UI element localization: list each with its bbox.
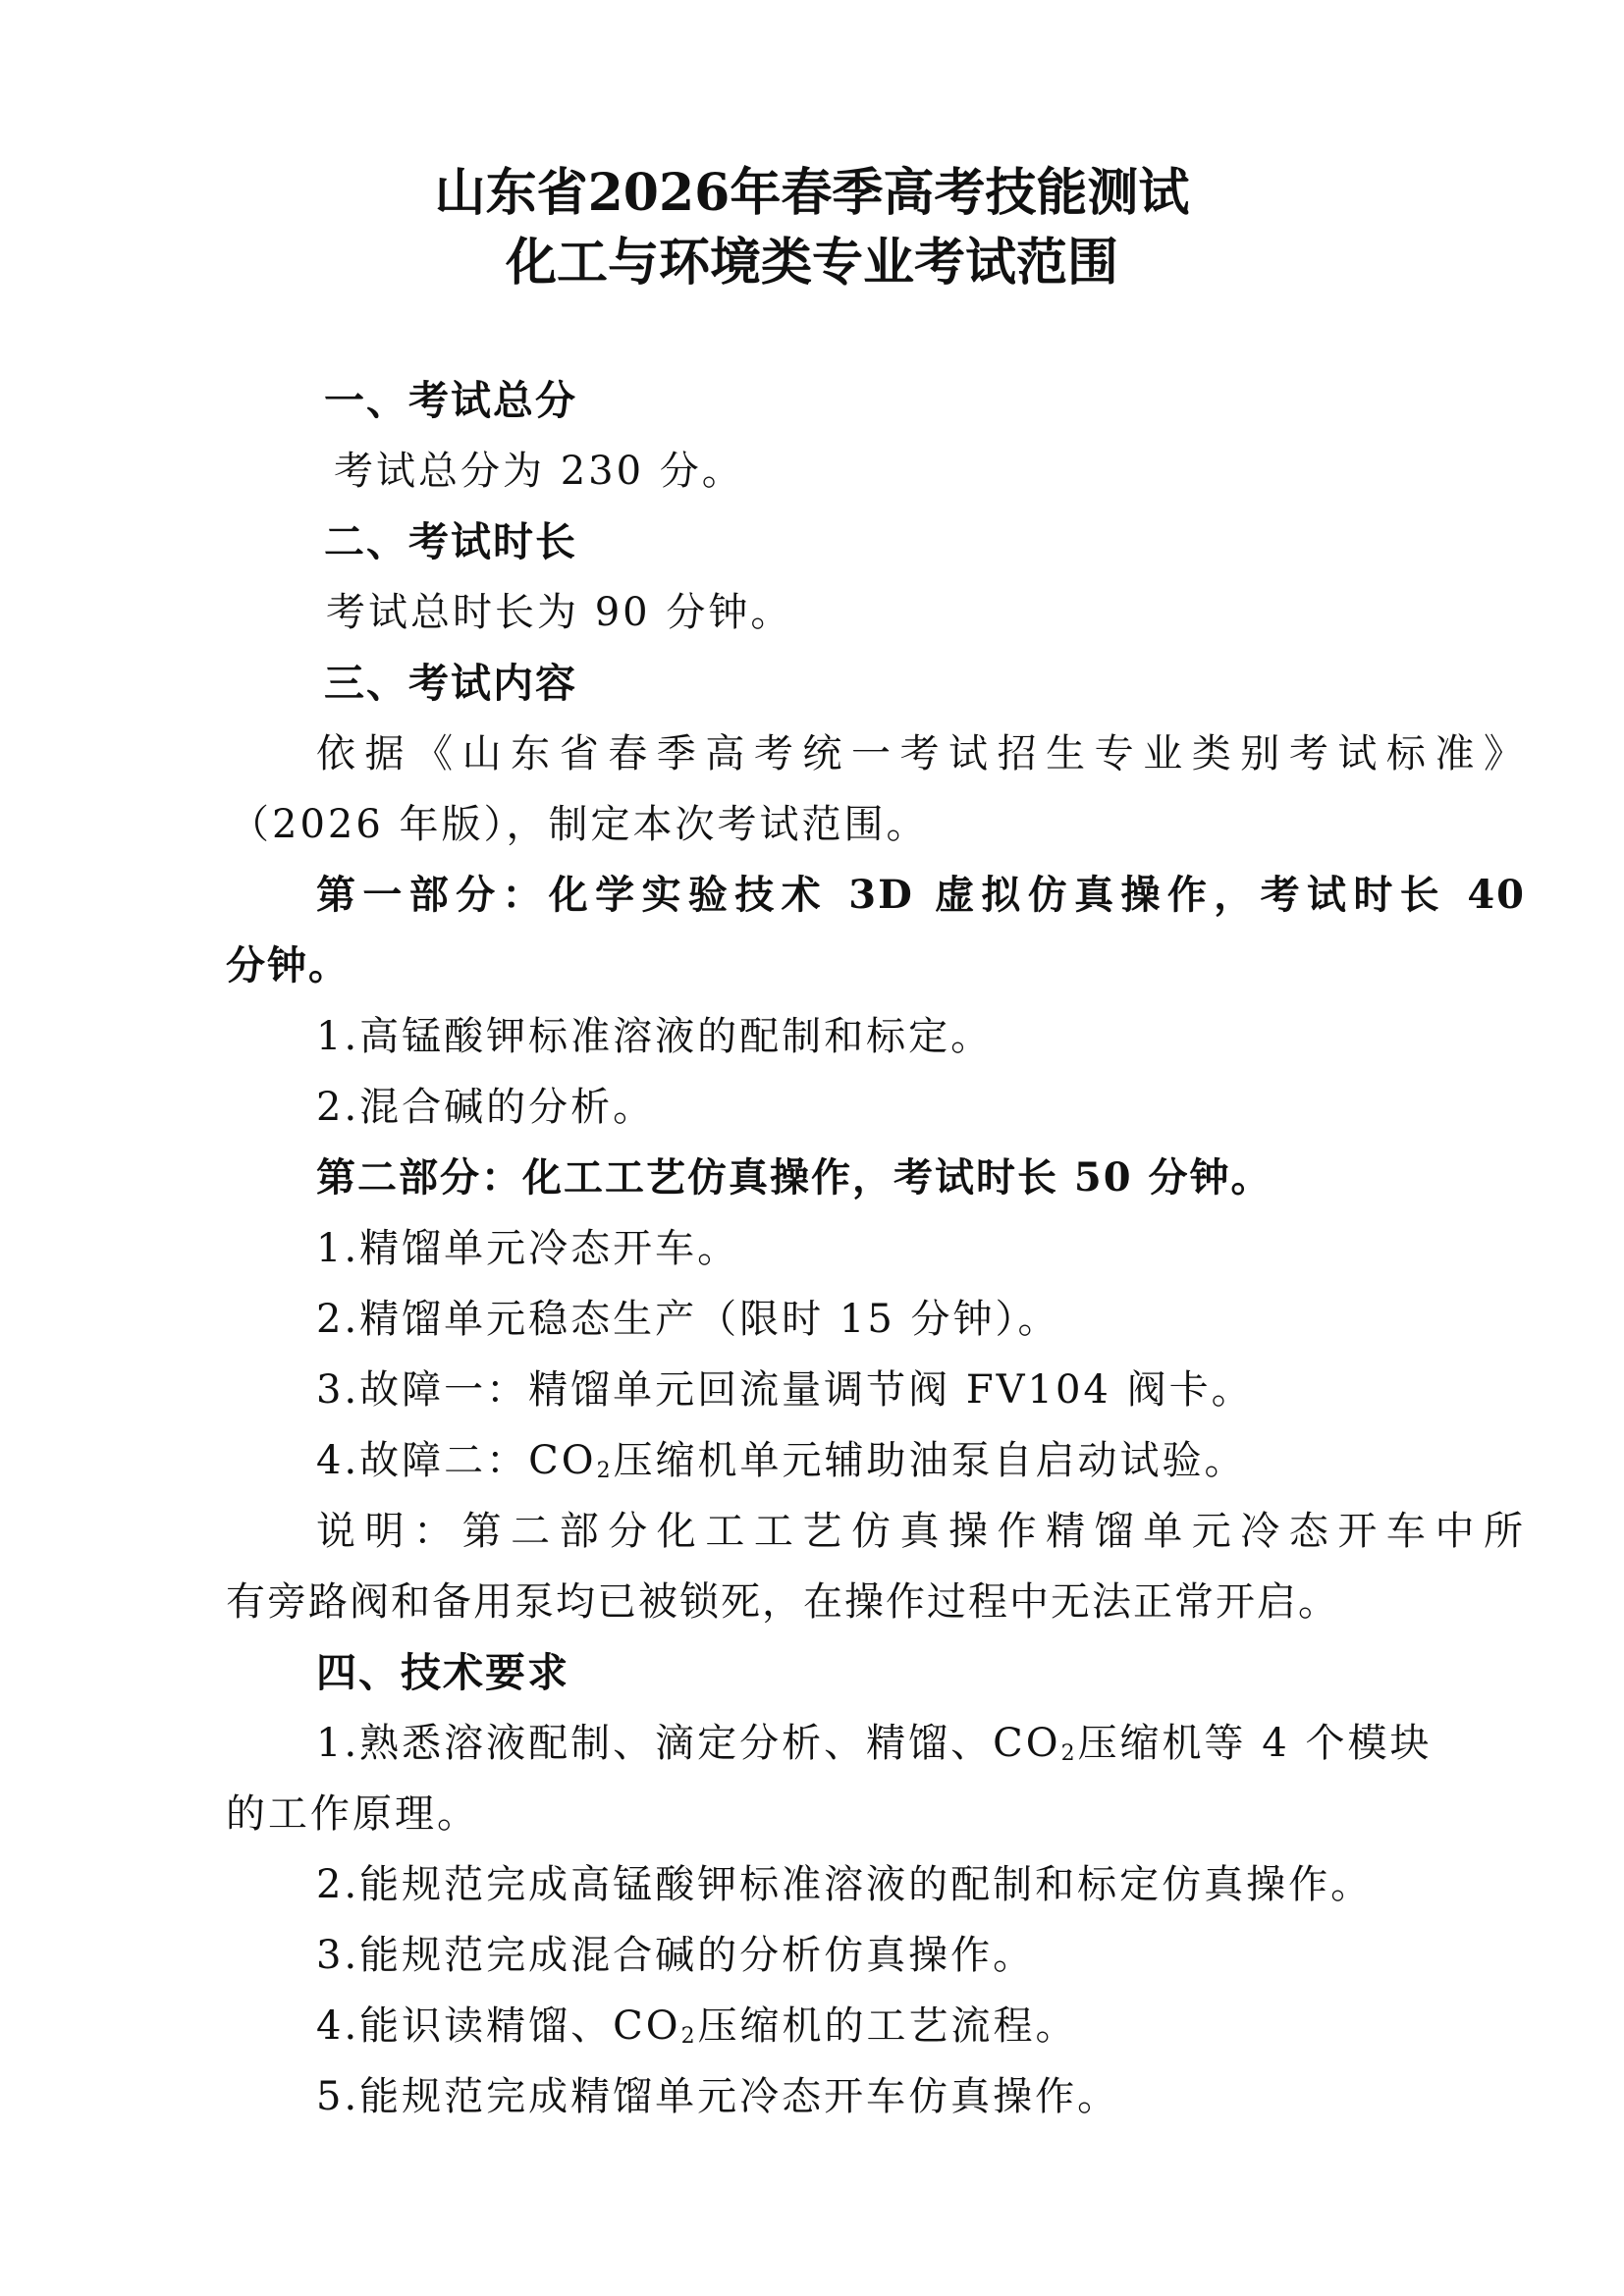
tech-item-1-line-1 xyxy=(316,1716,1526,1771)
tech-item-5: 5.能规范完成精馏单元冷态开车仿真操作。 xyxy=(316,2074,1120,2119)
part2-item-4-suffix: 压缩机单元辅助油泵自启动试验。 xyxy=(613,1438,1247,1483)
section-heading-duration: 二、考试时长 xyxy=(324,518,577,565)
part1-item-1: 1.高锰酸钾标准溶液的配制和标定。 xyxy=(316,1014,994,1059)
tech-item-1-prefix: 1.熟悉溶液配制、滴定分析、精馏、CO xyxy=(316,1721,1061,1766)
note-line-2: 有旁路阀和备用泵均已被锁死，在操作过程中无法正常开启。 xyxy=(226,1579,1339,1625)
content-intro-line-2: （2026 年版），制定本次考试范围。 xyxy=(230,802,929,847)
total-score-text: 考试总分为 230 分。 xyxy=(334,449,744,494)
tech-item-3: 3.能规范完成混合碱的分析仿真操作。 xyxy=(316,1933,1036,1978)
content-intro-line-1: 依据《山东省春季高考统一考试招生专业类别考试标准》 xyxy=(316,731,1526,776)
part2-item-4-prefix: 4.故障二：CO xyxy=(316,1438,597,1483)
tech-item-4-prefix: 4.能识读精馏、CO xyxy=(316,2003,681,2049)
note-line-1: 说明：第二部分化工工艺仿真操作精馏单元冷态开车中所 xyxy=(316,1509,1526,1554)
tech-item-2: 2.能规范完成高锰酸钾标准溶液的配制和标定仿真操作。 xyxy=(316,1862,1374,1907)
part2-item-4-subscript: 2 xyxy=(596,1459,614,1483)
tech-item-4-suffix: 压缩机的工艺流程。 xyxy=(697,2003,1078,2049)
tech-item-4-subscript: 2 xyxy=(680,2024,698,2049)
part1-title-line-2: 分钟。 xyxy=(226,942,350,988)
duration-text: 考试总时长为 90 分钟。 xyxy=(326,590,793,635)
tech-item-4 xyxy=(316,1999,1078,2054)
part2-item-2: 2.精馏单元稳态生产（限时 15 分钟）。 xyxy=(316,1297,1060,1342)
section-heading-total-score: 一、考试总分 xyxy=(324,377,577,424)
document-title-line-1: 山东省2026年春季高考技能测试 xyxy=(434,163,1190,223)
part1-title-line-1: 第一部分：化学实验技术 3D 虚拟仿真操作，考试时长 40 xyxy=(316,872,1526,918)
section-heading-content: 三、考试内容 xyxy=(324,660,577,707)
part2-title: 第二部分：化工工艺仿真操作，考试时长 50 分钟。 xyxy=(316,1154,1272,1201)
tech-item-1-line-2: 的工作原理。 xyxy=(226,1791,479,1837)
tech-item-1-suffix: 压缩机等 4 个模块 xyxy=(1077,1721,1433,1766)
part2-item-3: 3.故障一：精馏单元回流量调节阀 FV104 阀卡。 xyxy=(316,1367,1254,1413)
part1-item-2: 2.混合碱的分析。 xyxy=(316,1085,656,1130)
section-heading-technical-requirements: 四、技术要求 xyxy=(316,1649,569,1696)
part2-item-1: 1.精馏单元冷态开车。 xyxy=(316,1226,740,1271)
part2-item-4 xyxy=(316,1433,1247,1488)
document-title-line-2: 化工与环境类专业考试范围 xyxy=(505,233,1118,293)
tech-item-1-subscript: 2 xyxy=(1060,1741,1078,1766)
